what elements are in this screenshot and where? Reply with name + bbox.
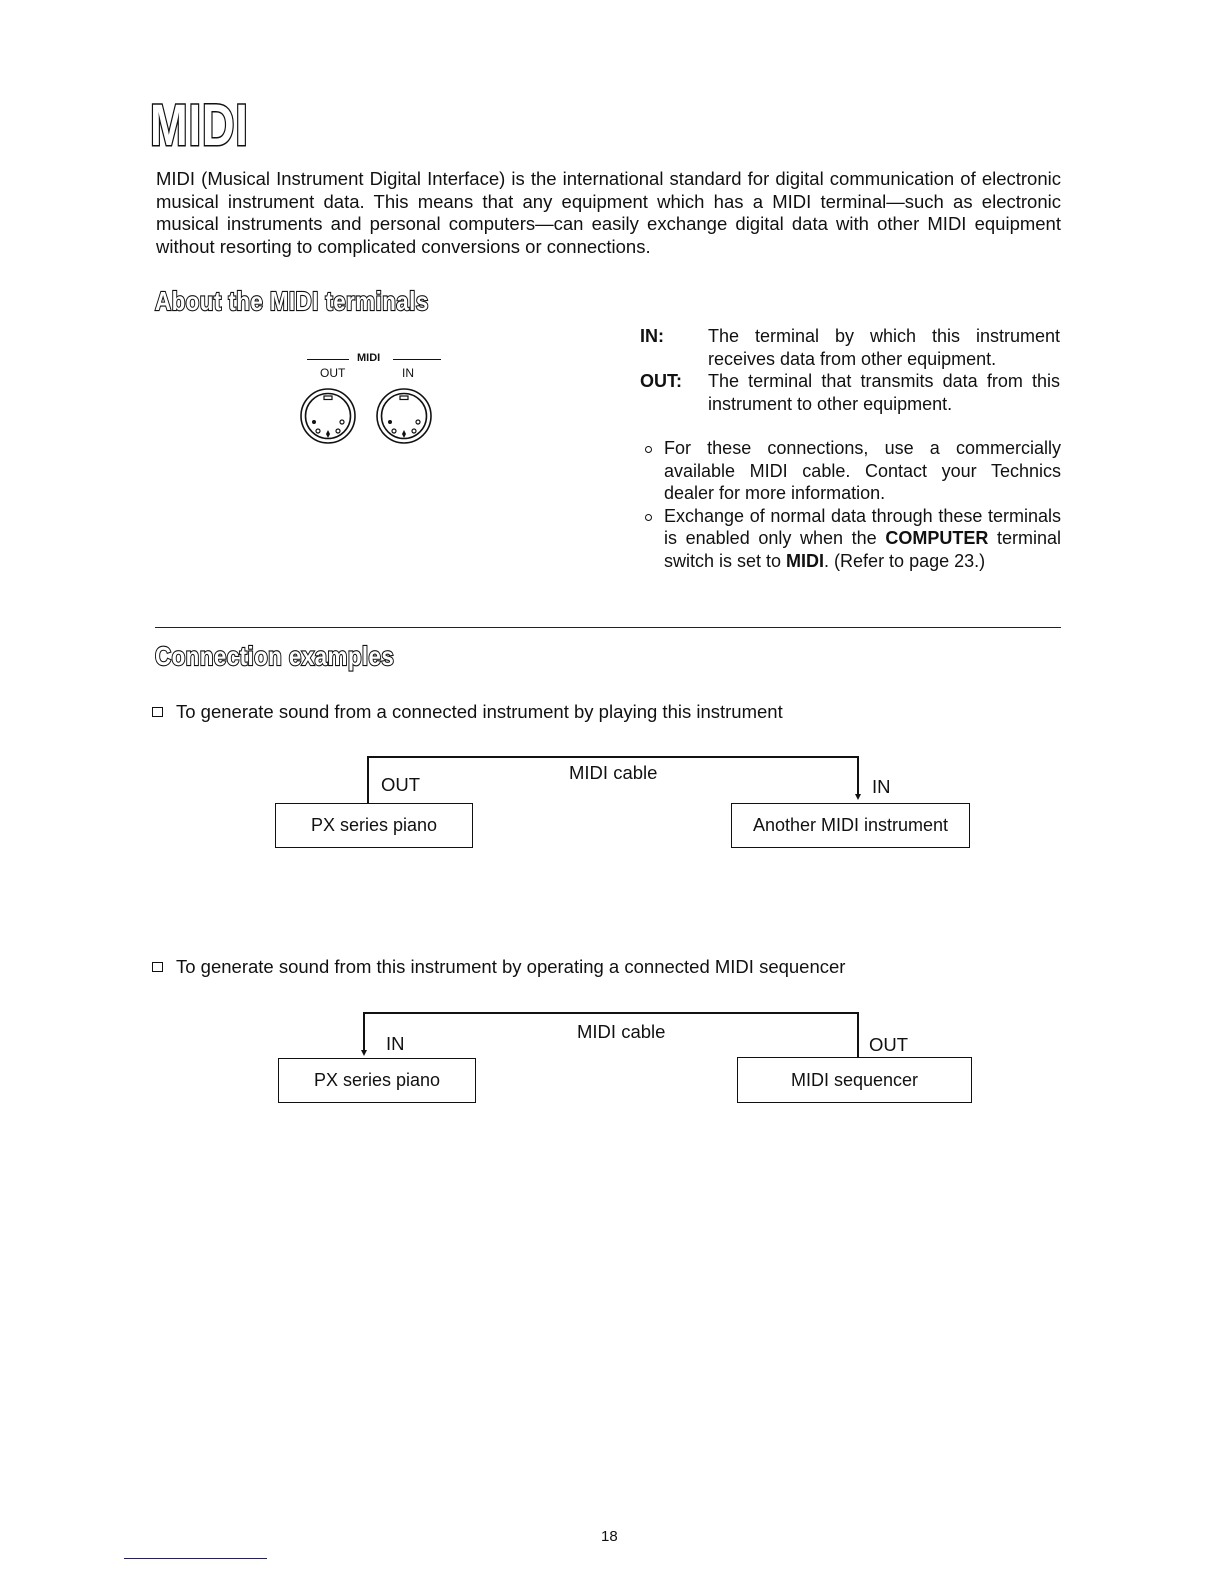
figure-rule-left (307, 359, 349, 360)
definition-text: The terminal that transmits data from this instrument to other equipment. (708, 371, 1060, 414)
midi-cable-line (367, 756, 858, 758)
midi-jacks-figure (300, 352, 450, 462)
notes-list (643, 437, 1061, 573)
caption-text: To generate sound from a connected instrument by playing this instrument (176, 701, 783, 722)
device-box-another-instrument: Another MIDI instrument (731, 803, 970, 848)
section-heading-connections: Connection examples (155, 641, 395, 671)
cable-label: MIDI cable (577, 1021, 666, 1042)
figure-group-label: MIDI (357, 352, 381, 364)
example-caption-1 (152, 701, 783, 723)
device-box-px-piano: PX series piano (275, 803, 473, 848)
section-divider (155, 627, 1061, 628)
note-emphasis: COMPUTER (885, 528, 989, 549)
cable-drop-right (857, 1012, 859, 1057)
definition-key: IN: (640, 326, 664, 346)
port-label-in: IN (386, 1033, 405, 1054)
note-text: Exchange of normal data through these terminals is enabled only when the (664, 505, 1061, 549)
caption-text: To generate sound from this instrument by operating a connected MIDI sequencer (176, 956, 846, 977)
bullet-icon (645, 446, 652, 453)
port-label-out: OUT (381, 774, 421, 795)
bullet-icon (645, 514, 652, 521)
port-label-out: OUT (869, 1034, 909, 1055)
jack-in-label: IN (402, 366, 414, 380)
cable-drop-right (857, 756, 859, 795)
cable-drop-left (367, 756, 369, 804)
note-emphasis: MIDI (786, 550, 825, 571)
intro-paragraph: MIDI (Musical Instrument Digital Interface) is the international standard for digital communication of electronic musical instrument data. This means that any equipment which has a MIDI terminal—such as electronic musical instruments and personal computers—can easily exchange digital data with other MIDI equipment without resorting to complicated conversions or connections. (156, 168, 1061, 257)
definition-text: The terminal by which this instrument receives data from other equipment. (708, 326, 1060, 369)
note-text: terminal switch is set to (664, 528, 1061, 571)
definition-key: OUT: (640, 371, 682, 391)
figure-rule-right (393, 359, 441, 360)
checkbox-square-icon (152, 962, 163, 972)
jack-out-label: OUT (320, 366, 346, 380)
din-out-connector-icon (301, 389, 355, 443)
page-title: MIDI (150, 93, 249, 158)
device-box-midi-sequencer: MIDI sequencer (737, 1057, 972, 1103)
note-text: For these connections, use a commercially available MIDI cable. Contact your Technics dealer for more information. (664, 438, 1061, 504)
arrow-down-icon (361, 1050, 367, 1056)
section-heading-terminals: About the MIDI terminals (155, 286, 429, 316)
note-item (643, 505, 1061, 573)
note-text: . (Refer to page 23.) (824, 550, 986, 571)
cable-label: MIDI cable (569, 762, 658, 783)
checkbox-square-icon (152, 707, 163, 717)
din-connector-icons (300, 382, 450, 457)
page-number: 18 (601, 1528, 618, 1545)
midi-cable-line (363, 1012, 858, 1014)
definition-out (640, 370, 1061, 416)
port-label-in: IN (872, 776, 891, 797)
footer-rule (124, 1558, 267, 1559)
definition-in (640, 325, 1061, 371)
din-in-connector-icon (377, 389, 431, 443)
note-item (643, 437, 1061, 505)
example-caption-2 (152, 956, 845, 978)
cable-drop-left (363, 1012, 365, 1051)
arrow-down-icon (855, 794, 861, 800)
device-box-px-piano: PX series piano (278, 1058, 476, 1103)
